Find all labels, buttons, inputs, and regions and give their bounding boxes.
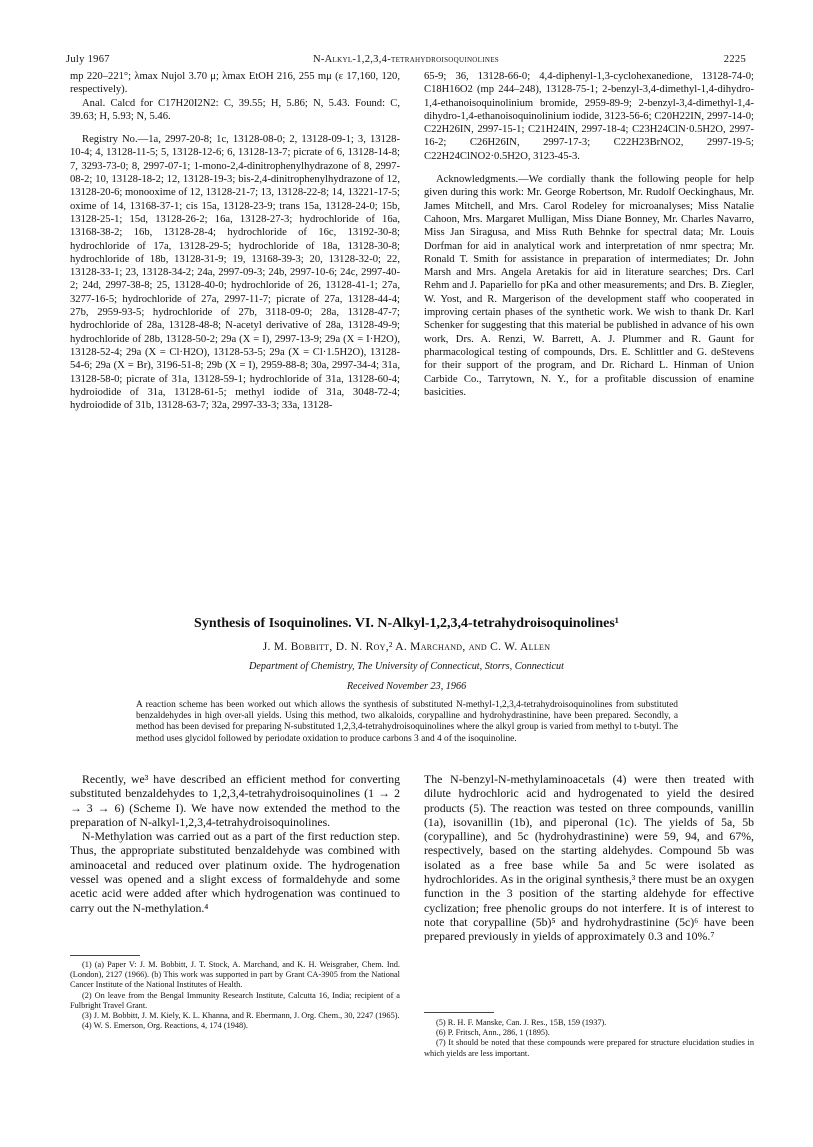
article-authors: J. M. Bobbitt, D. N. Roy,² A. Marchand, and C. W. Allen (262, 641, 551, 653)
footnote-4: (4) W. S. Emerson, Org. Reactions, 4, 174 (1948). (82, 1021, 248, 1031)
footnote-2: (2) On leave from the Bengal Immunity Research Institute, Calcutta 16, India; recipient of a Fulbright Travel Grant. (70, 990, 400, 1010)
body-paragraph-2: N-Methylation was carried out as a part of the first reduction step. Thus, the appropriate substituted benzaldehyde was combined with aminoacetal and reduced over platinum oxide. The hydrogenation vessel was opened and a slight excess of formaldehyde and some acetic acid were added after which hydrogenation was continued to carry out the N-methylation.⁴ (70, 829, 400, 915)
footnote-7: (7) It should be noted that these compounds were prepared for structure elucidation studies in which yields are less important. (424, 1038, 754, 1058)
registry-continued: 65-9; 36, 13128-66-0; 4,4-diphenyl-1,3-cyclohexanedione, 13128-74-0; C18H16O2 (mp 244–248), 13128-75-1; 2-benzyl-3,4-dimethyl-1,4-dihydro-1,4-ethanoisoquinolinium bromide, 2959-89-9; 2-benzyl-3,4-dimethyl-1,4-dihydro-1,4-ethanoisoquinolinium iodide, 3123-56-6; C20H22IN, 2997-14-0; C22H26IN, 2997-15-1; C21H24IN, 2997-18-4; C23H24ClN·0.5H2O, 2997-16-2; C26H26IN, 2997-17-3; C22H23BrNO2, 2997-19-5; C22H24ClNO2·0.5H2O, 3123-45-3. (424, 71, 754, 162)
footnote-6: (6) P. Fritsch, Ann., 286, 1 (1895). (436, 1028, 550, 1038)
footnote-rule-left (70, 955, 140, 956)
article-title: Synthesis of Isoquinolines. VI. N-Alkyl-1,2,3,4-tetrahydroisoquinolines¹ (194, 616, 619, 631)
header-date: July 1967 (66, 54, 110, 65)
footnote-rule-right (424, 1012, 494, 1013)
article-department: Department of Chemistry, The University of Connecticut, Storrs, Connecticut (249, 661, 564, 672)
body-left-column (70, 772, 400, 915)
right-column-top (424, 70, 754, 399)
body-right-column (424, 772, 754, 944)
registry-numbers: Registry No.—1a, 2997-20-8; 1c, 13128-08-0; 2, 13128-09-1; 3, 13128-10-4; 4, 13128-11-5; 5, 13128-12-6; 6, 13128-13-7; picrate of 6, 13128-14-8; 7, 3293-73-0; 8, 2997-07-1; 1-mono-2,4-dinitrophenylhydrazone of 8, 2997-08-2; 10, 13128-18-2; 12, 13128-19-3; bis-2,4-dinitrophenylhydrazone of 12, 13128-20-6; monooxime of 12, 13128-21-7; 13, 13128-22-8; 14, 13221-17-5; oxime of 14, 13168-37-1; cis 15a, 13128-23-9; trans 15a, 13128-24-0; 15b, 13128-25-1; 15d, 13128-26-2; 16a, 13128-27-3; hydrochloride of 16a, 13168-38-2; 16b, 13128-28-4; hydrochloride of 16c, 13192-30-8; hydrochloride of 17a, 13128-29-5; hydrochloride of 18a, 13128-30-8; hydrochloride of 18b, 13128-31-9; 19, 13168-39-3; 20, 13128-32-0; 22, 13128-33-1; 23, 13128-34-2; 24a, 2997-09-3; 24b, 2997-10-6; 24c, 2997-40-2; 24d, 2997-38-8; 25, 13128-40-0; hydrochloride of 26, 13128-41-1; 27a, 3277-16-5; hydrochloride of 27a, 2997-11-7; picrate of 27a, 13128-44-4; 27b, 2959-93-5; hydrochloride of 27b, 3118-09-0; 28a, 13128-47-7; hydrochloride of 28a, 13128-48-8; N-acetyl derivative of 28a, 13128-49-9; hydrochloride of 28b, 13128-50-2; 29a (X = I), 2997-13-9; 29a (X = I·H2O), 13128-52-4; 29a (X = Cl·H2O), 13128-53-5; 29a (X = Cl·1.5H2O), 13128-54-6; 29a (X = Br), 3196-51-8; 29b (X = I), 2959-88-8; 30a, 2997-34-4; 31a, 13128-58-0; picrate of 31a, 13128-59-1; hydrochloride of 31a, 13128-60-4; hydroiodide of 31a, 13128-61-5; methyl iodide of 31a, 3048-72-4; hydroiodide of 31b, 13128-63-7; 32a, 2997-33-3; 33a, 13128- (70, 134, 400, 412)
acknowledgments: Acknowledgments.—We cordially thank the following people for help given during this work: Mr. George Robertson, Mr. Rudolf Oeckinghaus, Mr. James Mitchell, and Mrs. Carol Rodeley for microanalyses; Miss Natalie Cahoon, Mrs. Margaret Mulligan, Miss Diane Bonney, Mr. Charles Navarro, Miss Jan Siragusa, and Miss Ruth Behnke for spectral data; Mr. Louis Dorfman for aid in analytical work and interpretation of nmr spectra; Mr. Ronald T. Smith for assistance in preparation of intermediates; Dr. John Marsh and Mrs. Angela Aretakis for aid in literature searches; Drs. Carl Rehm and J. Papariello for pKa and other measurements; and Drs. B. Ziegler, W. Yost, and R. Margerison of the development staff who cooperated in improving certain phases of the synthetic work. We wish to thank Dr. Karl Schenker for suggesting that this material be published in advance of his own work, Drs. A. Renzi, W. Barrett, A. J. Plummer and R. Gaunt for pharmacological testing of compounds, Drs. E. Schlittler and G. deStevens for their support of the program, and Dr. Richard L. Hinman of Union Carbide Co., Tarrytown, N. Y., for a profitable discussion of enamine basicities. (424, 174, 754, 398)
received-date: Received November 23, 1966 (346, 681, 467, 692)
analysis-text: Anal. Calcd for C17H20I2N2: C, 39.55; H, 5.86; N, 5.43. Found: C, 39.63; H, 5.93; N, 5.46. (70, 97, 400, 122)
footnotes-right (424, 1018, 754, 1059)
footnote-1: (1) (a) Paper V: J. M. Bobbitt, J. T. Stock, A. Marchand, and K. H. Weisgraber, Chem. Ind. (London), 2127 (1966). (b) This work was supported in part by Grant CA-3905 from the National Cancer Institute of the National Institutes of Health. (70, 960, 400, 990)
footnote-5: (5) R. H. F. Manske, Can. J. Res., 15B, 159 (1937). (436, 1018, 607, 1027)
footnotes-left (70, 960, 400, 1031)
body-paragraph-1: Recently, we³ have described an efficient method for converting substituted benzaldehydes to 1,2,3,4-tetrahydroisoquinolines (1 → 2 → 3 → 6) (Scheme I). We have now extended the method to the preparation of N-alkyl-1,2,3,4-tetrahydroisoquinolines. (70, 772, 400, 829)
page-number: 2225 (723, 54, 746, 65)
header-running-title: N-Alkyl-1,2,3,4-tetrahydroisoquinolines (313, 54, 499, 65)
footnote-3: (3) J. M. Bobbitt, J. M. Kiely, K. L. Khanna, and R. Ebermann, J. Org. Chem., 30, 2247 (1965). (82, 1011, 400, 1021)
body-paragraph-3: The N-benzyl-N-methylaminoacetals (4) were then treated with dilute hydrochloric acid and hydrogenated to yield the desired products (5). The reaction was tested on three compounds, vanillin (1a), isovanillin (1b), and piperonal (1c). The yields of 5a, 5b (corypalline), and 5c (hydrohydrastinine) were 59, 94, and 67%, respectively, based on the starting aldehydes. Compound 5b was isolated as a free base while 5a and 5c were isolated as hydrochlorides. As in the original synthesis,³ there must be an oxygen function in the 3 position of the starting aldehyde for effective cyclization; free phenolic groups do not interfere. It is of interest to note that corypalline (5b)⁵ and hydrohydrastinine (5c)⁶ have been prepared previously in yields of approximately 0.3 and 10%.⁷ (424, 772, 754, 944)
mp-spectral-data: mp 220–221°; λmax Nujol 3.70 μ; λmax EtOH 216, 255 mμ (ε 17,160, 120, respectively). (70, 71, 400, 96)
left-column-top (70, 70, 400, 412)
abstract: A reaction scheme has been worked out which allows the synthesis of substituted N-methyl-1,2,3,4-tetrahydroisoquinolines from substituted benzaldehydes in high over-all yields. Using this method, two alkaloids, corypalline and hydrohydrastinine, have been prepared. Secondly, a method has been devised for preparing N-substituted 1,2,3,4-tetrahydroisoquinolines where the alkyl group is varied from methyl to t-butyl. The method uses glycidol followed by periodate oxidation to produce carbons 3 and 4 of the isoquinoline. (136, 700, 678, 744)
